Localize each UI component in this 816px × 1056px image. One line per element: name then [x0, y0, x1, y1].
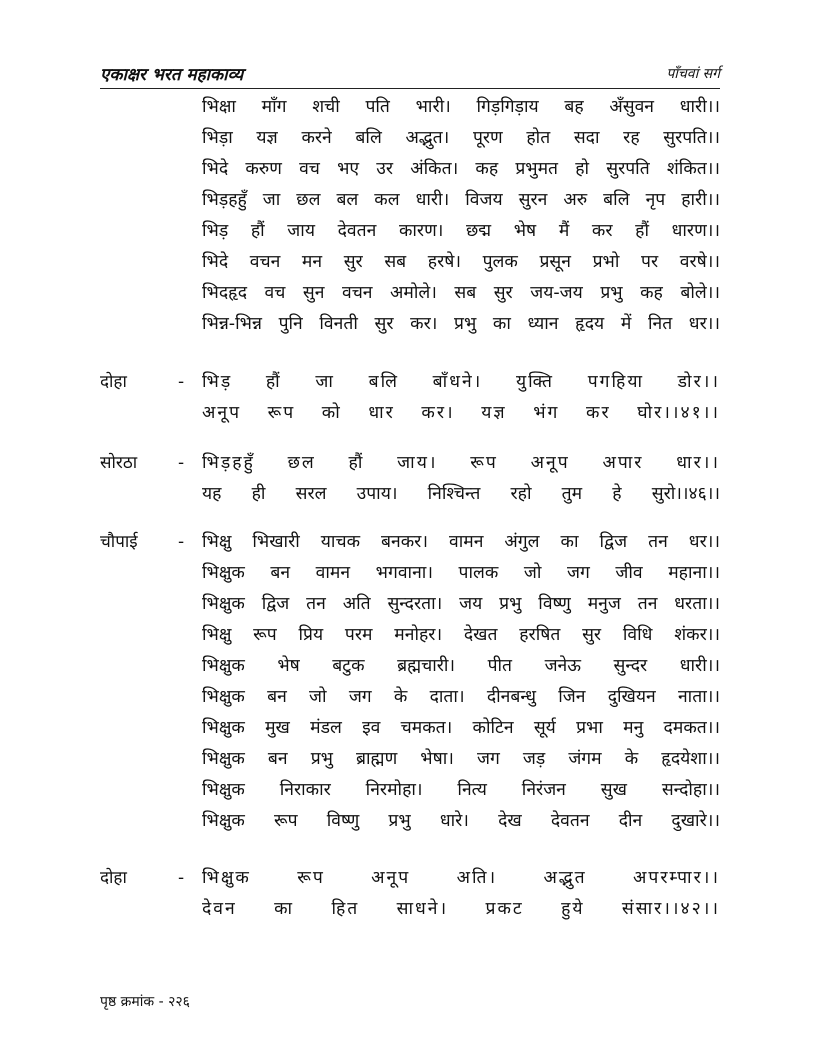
verse-line	[100, 92, 720, 123]
verse-section-doha-41	[100, 367, 720, 429]
verse-text: भिक्षुक द्विज तन अति सुन्दरता। जय प्रभु विष्णु मनुज तन धरता।।	[202, 594, 720, 614]
verse-line	[100, 367, 720, 398]
verse-line	[100, 620, 720, 651]
verse-line	[100, 479, 720, 510]
verse-text: भिड़ हौं जा बलि बाँधने। युक्ति पगहिया डोर।।	[202, 372, 720, 392]
verse-text: भिक्षुक बन जो जग के दाता। दीनबन्धु जिन दुखियन नाता।।	[202, 687, 720, 707]
verse-section-soratha-46	[100, 448, 720, 510]
verse-line	[100, 775, 720, 806]
verse-section-chaupai-continued	[100, 92, 720, 340]
verse-section-chaupai	[100, 527, 720, 837]
verse-line	[100, 278, 720, 309]
canto-title: पाँचवां सर्ग	[666, 66, 720, 82]
verse-line	[100, 894, 720, 925]
verse-type-label: सोरठा	[100, 453, 138, 473]
verse-type-label: चौपाई	[100, 532, 138, 552]
verse-text: भिक्षुक बन प्रभु ब्राह्मण भेषा। जग जड़ जंगम के हृदयेशा।।	[202, 749, 720, 769]
verse-text: भिदे वचन मन सुर सब हरषे। पुलक प्रसून प्रभो पर वरषे।।	[202, 252, 720, 272]
label-dash: -	[178, 532, 185, 552]
verse-line	[100, 527, 720, 558]
verse-line	[100, 651, 720, 682]
book-title: एकाक्षर भरत महाकाव्य	[100, 65, 244, 85]
verse-line	[100, 398, 720, 429]
verse-text: भिड़हहुँ जा छल बल कल धारी। विजय सुरन अरु बलि नृप हारी।।	[202, 190, 720, 210]
verse-line	[100, 806, 720, 837]
verse-line	[100, 247, 720, 278]
verse-text: भिड़ हौं जाय देवतन कारण। छद्म भेष मैं कर हौं धारण।।	[202, 221, 720, 241]
verse-text: देवन का हित साधने। प्रकट हुये संसार।।४२।।	[202, 899, 720, 919]
verse-type-label: दोहा	[100, 372, 127, 392]
verse-text: भिक्षुक रूप विष्णु प्रभु धारे। देख देवतन दीन दुखारे।।	[202, 811, 720, 831]
verse-line	[100, 216, 720, 247]
label-dash: -	[178, 453, 185, 473]
verse-line	[100, 744, 720, 775]
verse-text: भिक्षुक भेष बटुक ब्रह्मचारी। पीत जनेऊ सुन्दर धारी।।	[202, 656, 720, 676]
verse-line	[100, 185, 720, 216]
label-dash: -	[178, 372, 185, 392]
verse-text: भिक्षुक रूप अनूप अति। अद्भुत अपरम्पार।।	[202, 868, 720, 888]
verse-text: भिन्न-भिन्न पुनि विनती सुर कर। प्रभु का ध्यान हृदय में नित धर।।	[202, 314, 720, 334]
verse-text: भिक्षु भिखारी याचक बनकर। वामन अंगुल का द्विज तन धर।।	[202, 532, 720, 552]
verse-text: भिक्षुक निराकार निरमोहा। नित्य निरंजन सुख सन्दोहा।।	[202, 780, 720, 800]
verse-line	[100, 589, 720, 620]
verse-line	[100, 863, 720, 894]
verse-line	[100, 154, 720, 185]
label-dash: -	[178, 868, 185, 888]
verse-line	[100, 123, 720, 154]
verse-line	[100, 309, 720, 340]
page-number: पृष्ठ क्रमांक - २२६	[100, 994, 190, 1010]
verse-text: यह ही सरल उपाय। निश्चिन्त रहो तुम हे सुरो।।४६।।	[202, 484, 720, 504]
verse-text: भिक्षु रूप प्रिय परम मनोहर। देखत हरषित सुर विधि शंकर।।	[202, 625, 720, 645]
verse-line	[100, 558, 720, 589]
verse-type-label: दोहा	[100, 868, 127, 888]
verse-line	[100, 713, 720, 744]
verse-section-doha-42	[100, 863, 720, 925]
header-rule	[100, 88, 720, 89]
verse-text: भिदे करुण वच भए उर अंकित। कह प्रभुमत हो सुरपति शंकित।।	[202, 159, 720, 179]
verse-text: भिदहृद वच सुन वचन अमोले। सब सुर जय-जय प्रभु कह बोले।।	[202, 283, 720, 303]
verse-text: अनूप रूप को धार कर। यज्ञ भंग कर घोर।।४१।।	[202, 403, 720, 423]
verse-text: भिड़हहुँ छल हौं जाय। रूप अनूप अपार धार।।	[202, 453, 720, 473]
verse-text: भिक्षुक बन वामन भगवाना। पालक जो जग जीव महाना।।	[202, 563, 720, 583]
verse-text: भिक्षा माँग शची पति भारी। गिड़गिड़ाय बह अँसुवन धारी।।	[202, 97, 720, 117]
verse-text: भिड़ा यज्ञ करने बलि अद्भुत। पूरण होत सदा रह सुरपति।।	[202, 128, 720, 148]
verse-line	[100, 448, 720, 479]
verse-line	[100, 682, 720, 713]
verse-text: भिक्षुक मुख मंडल इव चमकत। कोटिन सूर्य प्रभा मनु दमकत।।	[202, 718, 720, 738]
